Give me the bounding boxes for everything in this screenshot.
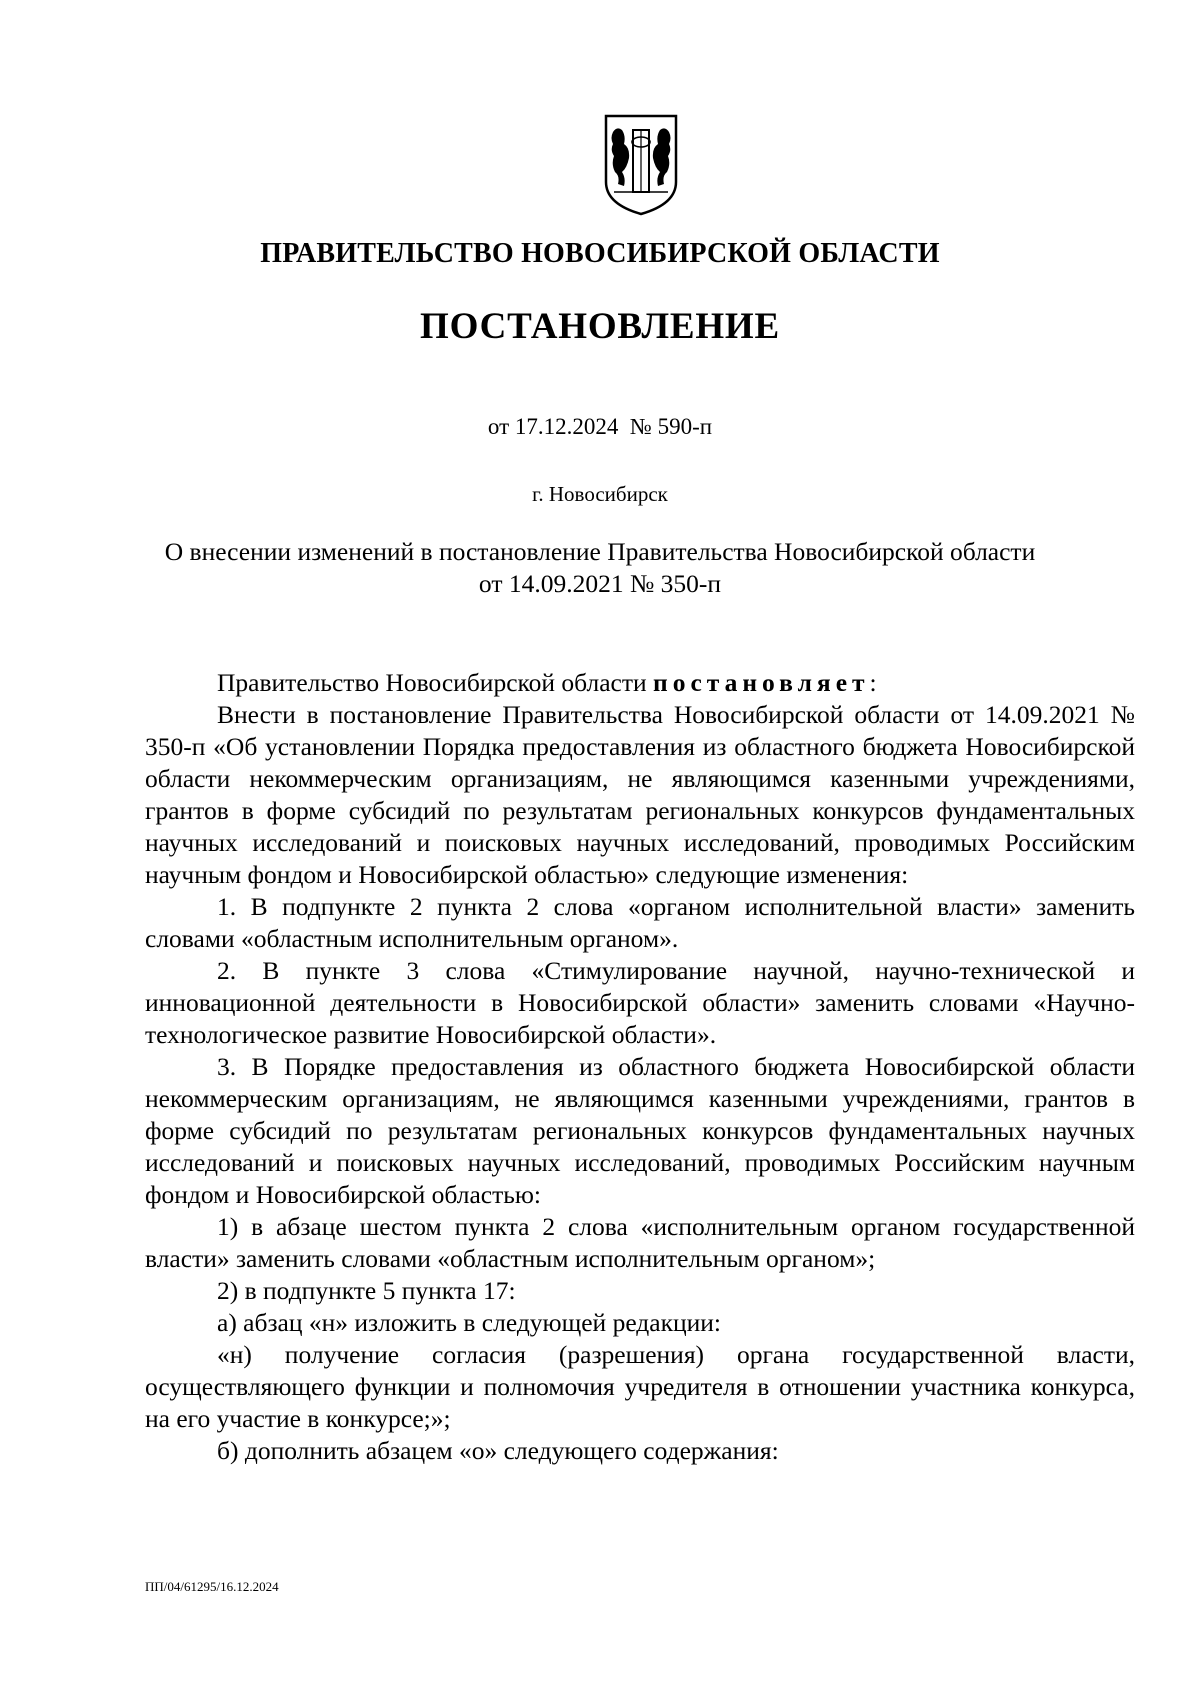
organization-title: ПРАВИТЕЛЬСТВО НОВОСИБИРСКОЙ ОБЛАСТИ — [260, 238, 940, 269]
intro-suffix: : — [869, 668, 877, 697]
body-paragraph: 1) в абзаце шестом пункта 2 слова «исполнительным органом государственной власти» заменить словами «областным исполнительным органом»; — [145, 1212, 1135, 1273]
document-place: г. Новосибирск — [532, 482, 668, 506]
body-paragraph: а) абзац «н» изложить в следующей редакции: — [217, 1308, 722, 1337]
document-subject — [120, 536, 1080, 600]
body-paragraph: б) дополнить абзацем «о» следующего содержания: — [217, 1436, 779, 1465]
coat-of-arms-icon — [600, 112, 682, 218]
document-body — [145, 667, 1135, 1467]
document-type-title: ПОСТАНОВЛЕНИЕ — [419, 306, 780, 347]
subject-line-1: О внесении изменений в постановление Правительства Новосибирской области — [164, 537, 1036, 566]
body-paragraph: 1. В подпункте 2 пункта 2 слова «органом исполнительной власти» заменить словами «областным исполнительным органом». — [145, 892, 1135, 953]
intro-paragraph — [145, 667, 1135, 699]
intro-decree-word: постановляет — [653, 668, 870, 697]
body-paragraph: Внести в постановление Правительства Новосибирской области от 14.09.2021 № 350-п «Об установлении Порядка предоставления из областного бюджета Новосибирской области некоммерческим организациям, не являющимся казенными учреждениями, грантов в форме субсидий по результатам региональных конкурсов фундаментальных научных исследований и поисковых научных исследований, проводимых Российским научным фондом и Новосибирской областью» следующие изменения: — [145, 700, 1135, 889]
body-paragraph: 2) в подпункте 5 пункта 17: — [217, 1276, 516, 1305]
footer-document-code: ПП/04/61295/16.12.2024 — [145, 1579, 279, 1594]
intro-prefix: Правительство Новосибирской области — [217, 668, 653, 697]
body-paragraph: 2. В пункте 3 слова «Стимулирование научной, научно-технической и инновационной деятельности в Новосибирской области» заменить словами «Научно-технологическое развитие Новосибирской области». — [145, 956, 1135, 1049]
body-paragraph: 3. В Порядке предоставления из областного бюджета Новосибирской области некоммерческим организациям, не являющимся казенными учреждениями, грантов в форме субсидий по результатам региональных конкурсов фундаментальных научных исследований и поисковых научных исследований, проводимых Российским научным фондом и Новосибирской областью: — [145, 1052, 1135, 1209]
body-paragraph: «н) получение согласия (разрешения) органа государственной власти, осуществляющего функции и полномочия учредителя в отношении участника конкурса, на его участие в конкурсе;»; — [145, 1340, 1135, 1433]
document-date-number: от 17.12.2024 № 590-п — [487, 414, 713, 439]
subject-line-2: от 14.09.2021 № 350-п — [478, 569, 722, 598]
